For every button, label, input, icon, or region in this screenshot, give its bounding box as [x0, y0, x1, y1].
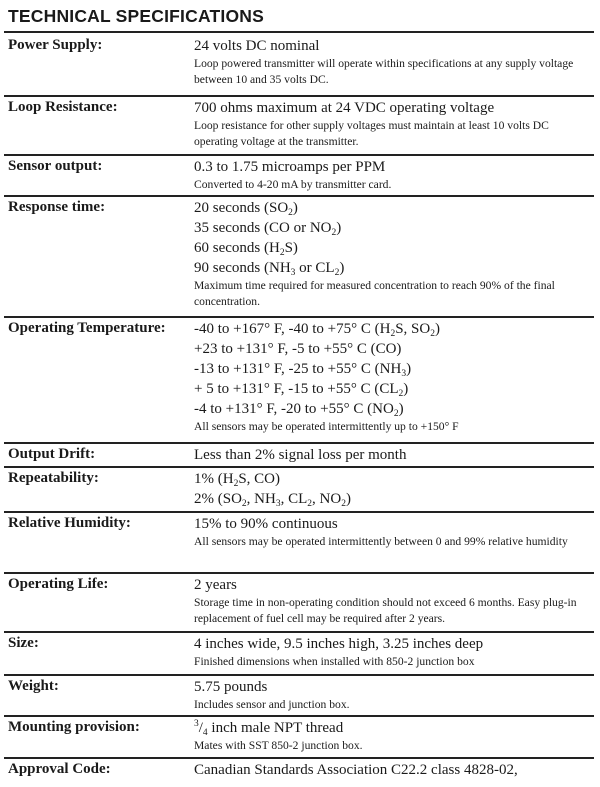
- spec-row-repeatability: [4, 466, 594, 513]
- spec-label: Loop Resistance:: [8, 99, 118, 115]
- spec-line: 60 seconds $(H_2S)$: [194, 240, 298, 258]
- spec-note: Maximum time required for measured concentration to reach 90% of the final concentration.: [194, 279, 555, 308]
- spec-row-size: [4, 631, 594, 676]
- spec-label: Power Supply:: [8, 37, 103, 53]
- spec-label: Approval Code:: [8, 761, 111, 777]
- spec-row-sensor-output: [4, 154, 594, 197]
- page-title: TECHNICAL SPECIFICATIONS: [8, 6, 264, 26]
- spec-value: [194, 445, 590, 465]
- spec-main-value: 2 years: [194, 577, 237, 593]
- spec-line: + 5 to +131° F, -15 to +55° C $(CL_2)$: [194, 381, 409, 399]
- spec-row-operating-temperature: [4, 316, 594, 444]
- spec-note: All sensors may be operated intermittently up to +150° F: [194, 420, 459, 433]
- spec-label: Weight:: [8, 678, 59, 694]
- spec-label: Output Drift:: [8, 446, 96, 462]
- spec-row-operating-life: [4, 572, 594, 633]
- spec-row-power-supply: [4, 33, 594, 97]
- spec-note: Includes sensor and junction box.: [194, 698, 350, 711]
- spec-line: +23 to +131° F, -5 to +55° C (CO): [194, 341, 402, 357]
- spec-row-relative-humidity: [4, 511, 594, 574]
- spec-main-value: Less than 2% signal loss per month: [194, 447, 407, 463]
- spec-label: Response time:: [8, 199, 106, 215]
- spec-row-response-time: [4, 195, 594, 318]
- spec-note: Finished dimensions when installed with 850-2 junction box: [194, 655, 475, 668]
- spec-value: [194, 98, 590, 149]
- spec-main-value: 15% to 90% continuous: [194, 516, 338, 532]
- spec-note: All sensors may be operated intermittently between 0 and 99% relative humidity: [194, 535, 568, 548]
- spec-main-value: 24 volts DC nominal: [194, 38, 320, 54]
- spec-row-output-drift: [4, 442, 594, 468]
- spec-line: -4 to +131° F, -20 to +55° C $(NO_2)$: [194, 401, 404, 419]
- spec-main-value: Canadian Standards Association C22.2 class 4828-02,: [194, 762, 518, 778]
- spec-row-weight: [4, 674, 594, 717]
- spec-value: [194, 760, 590, 780]
- spec-line: -13 to +131° F, -25 to +55° C $(NH_3)$: [194, 361, 412, 379]
- spec-note: Converted to 4-20 mA by transmitter card.: [194, 178, 392, 191]
- spec-value: [194, 469, 590, 509]
- spec-label: Relative Humidity:: [8, 515, 131, 531]
- spec-main-value: 0.3 to 1.75 microamps per PPM: [194, 159, 386, 175]
- spec-row-mounting-provision: [4, 715, 594, 759]
- spec-note: Loop resistance for other supply voltages must maintain at least 10 volts DC operating voltage at the transmitter.: [194, 119, 549, 148]
- spec-main-value: 4 inches wide, 9.5 inches high, 3.25 inches deep: [194, 636, 484, 652]
- spec-note: Loop powered transmitter will operate within specifications at any supply voltage between 10 and 35 volts DC.: [194, 57, 574, 86]
- spec-note: Mates with SST 850-2 junction box.: [194, 739, 363, 752]
- spec-line: 35 seconds (CO or $NO_2$): [194, 220, 342, 238]
- spec-value: [194, 514, 590, 550]
- spec-row-approval-code: [4, 757, 594, 785]
- spec-value: [194, 36, 590, 87]
- spec-value: [194, 718, 590, 754]
- spec-label: Sensor output:: [8, 158, 103, 174]
- spec-value: [194, 319, 590, 435]
- spec-label: Repeatability:: [8, 470, 99, 486]
- spec-line: 90 seconds ($NH_3$ or $CL_2$): [194, 260, 345, 278]
- spec-value: [194, 677, 590, 713]
- spec-main-value: $^3/_4$ inch male NPT thread: [194, 719, 344, 738]
- spec-label: Operating Life:: [8, 576, 109, 592]
- spec-value: [194, 198, 590, 309]
- spec-main-value: 5.75 pounds: [194, 679, 268, 695]
- spec-line: -40 to +167° F, -40 to +75° C ($H_2S$, $SO_2$): [194, 321, 440, 339]
- spec-row-loop-resistance: [4, 95, 594, 156]
- spec-line: 1% ($H_2S$, CO): [194, 471, 281, 489]
- spec-value: [194, 575, 590, 626]
- spec-value: [194, 634, 590, 670]
- spec-label: Mounting provision:: [8, 719, 140, 735]
- spec-note: Storage time in non-operating condition should not exceed 6 months. Easy plug-in replacement of fuel cell may be required after 2 years.: [194, 596, 577, 625]
- spec-label: Size:: [8, 635, 39, 651]
- spec-line: 20 seconds $(SO_2)$: [194, 200, 298, 218]
- spec-main-value: 700 ohms maximum at 24 VDC operating voltage: [194, 100, 495, 116]
- spec-line: 2% ($SO_2$, $NH_3$, $CL_2$, $NO_2$): [194, 491, 351, 509]
- spec-label: Operating Temperature:: [8, 320, 166, 336]
- spec-value: [194, 157, 590, 193]
